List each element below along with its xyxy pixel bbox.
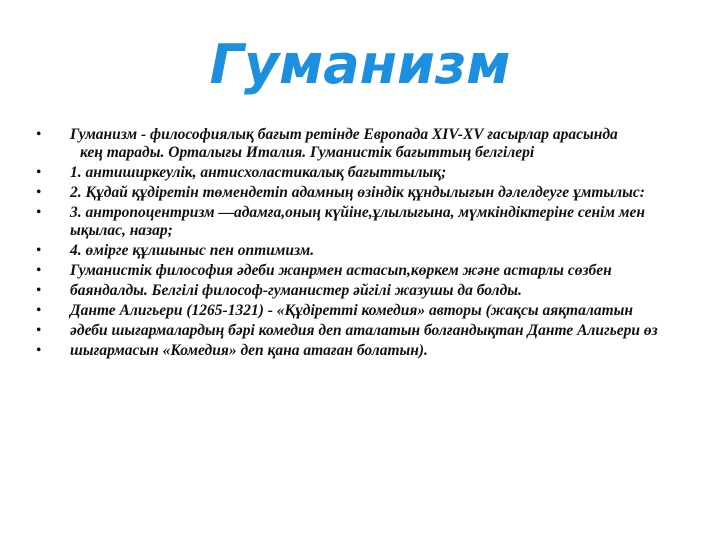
bullet-text: 1. антиширкеулік, антисхоластикалық бағыттылық; (70, 164, 447, 181)
bullet-icon: • (36, 184, 42, 201)
bullet-text: баяндалды. Белгілі философ-гуманистер әйгілі жазушы да болды. (70, 282, 522, 299)
bullet-icon: • (36, 322, 42, 339)
bullet-item (36, 164, 700, 182)
bullet-text: шығармасын «Комедия» деп қана атаған болатын). (70, 342, 428, 359)
slide-title: Гуманизм (209, 33, 511, 96)
bullet-item (36, 302, 700, 320)
bullet-text: 2. Құдай құдіретін төмендетіп адамның өзіндік құндылығын дәлелдеуге ұмтылыс: (70, 184, 645, 201)
bullet-item (36, 282, 700, 300)
bullet-item (36, 262, 700, 280)
bullet-item (36, 184, 700, 202)
bullet-icon: • (36, 282, 42, 299)
bullet-text: Гуманизм - философиялық бағыт ретінде Европада XIV-XV ғасырлар арасында (70, 126, 618, 143)
bullet-icon: • (36, 126, 42, 143)
bullet-icon: • (36, 302, 42, 319)
bullet-item (36, 322, 700, 340)
bullet-text: 4. өмірге құлшыныс пен оптимизм. (70, 242, 315, 259)
bullet-item (36, 204, 700, 240)
bullet-item (36, 342, 700, 360)
bullet-icon: • (36, 262, 42, 279)
bullet-icon: • (36, 164, 42, 181)
bullet-text: Гуманистік философия әдеби жанрмен астасып,көркем және астарлы сөзбен (70, 262, 612, 279)
bullet-text: 3. антропоцентризм —адамға,оның күйіне,ұлылығына, мүмкіндіктеріне сенім мен ықылас, назар; (70, 204, 645, 239)
bullet-item (36, 242, 700, 260)
bullet-text: Данте Алигьери (1265-1321) - «Құдіретті комедия» авторы (жақсы аяқталатын (70, 302, 633, 319)
bullet-continuation-text: кең тарады. Орталығы Италия. Гуманистік бағыттың белгілері (80, 144, 535, 161)
bullet-icon: • (36, 342, 42, 359)
bullet-icon: • (36, 242, 42, 259)
bullet-item (36, 126, 700, 162)
bullet-text: әдеби шығармалардың бәрі комедия деп аталатын болғандықтан Данте Алигьери өз (70, 322, 658, 339)
bullet-list (36, 126, 700, 362)
bullet-icon: • (36, 204, 42, 221)
